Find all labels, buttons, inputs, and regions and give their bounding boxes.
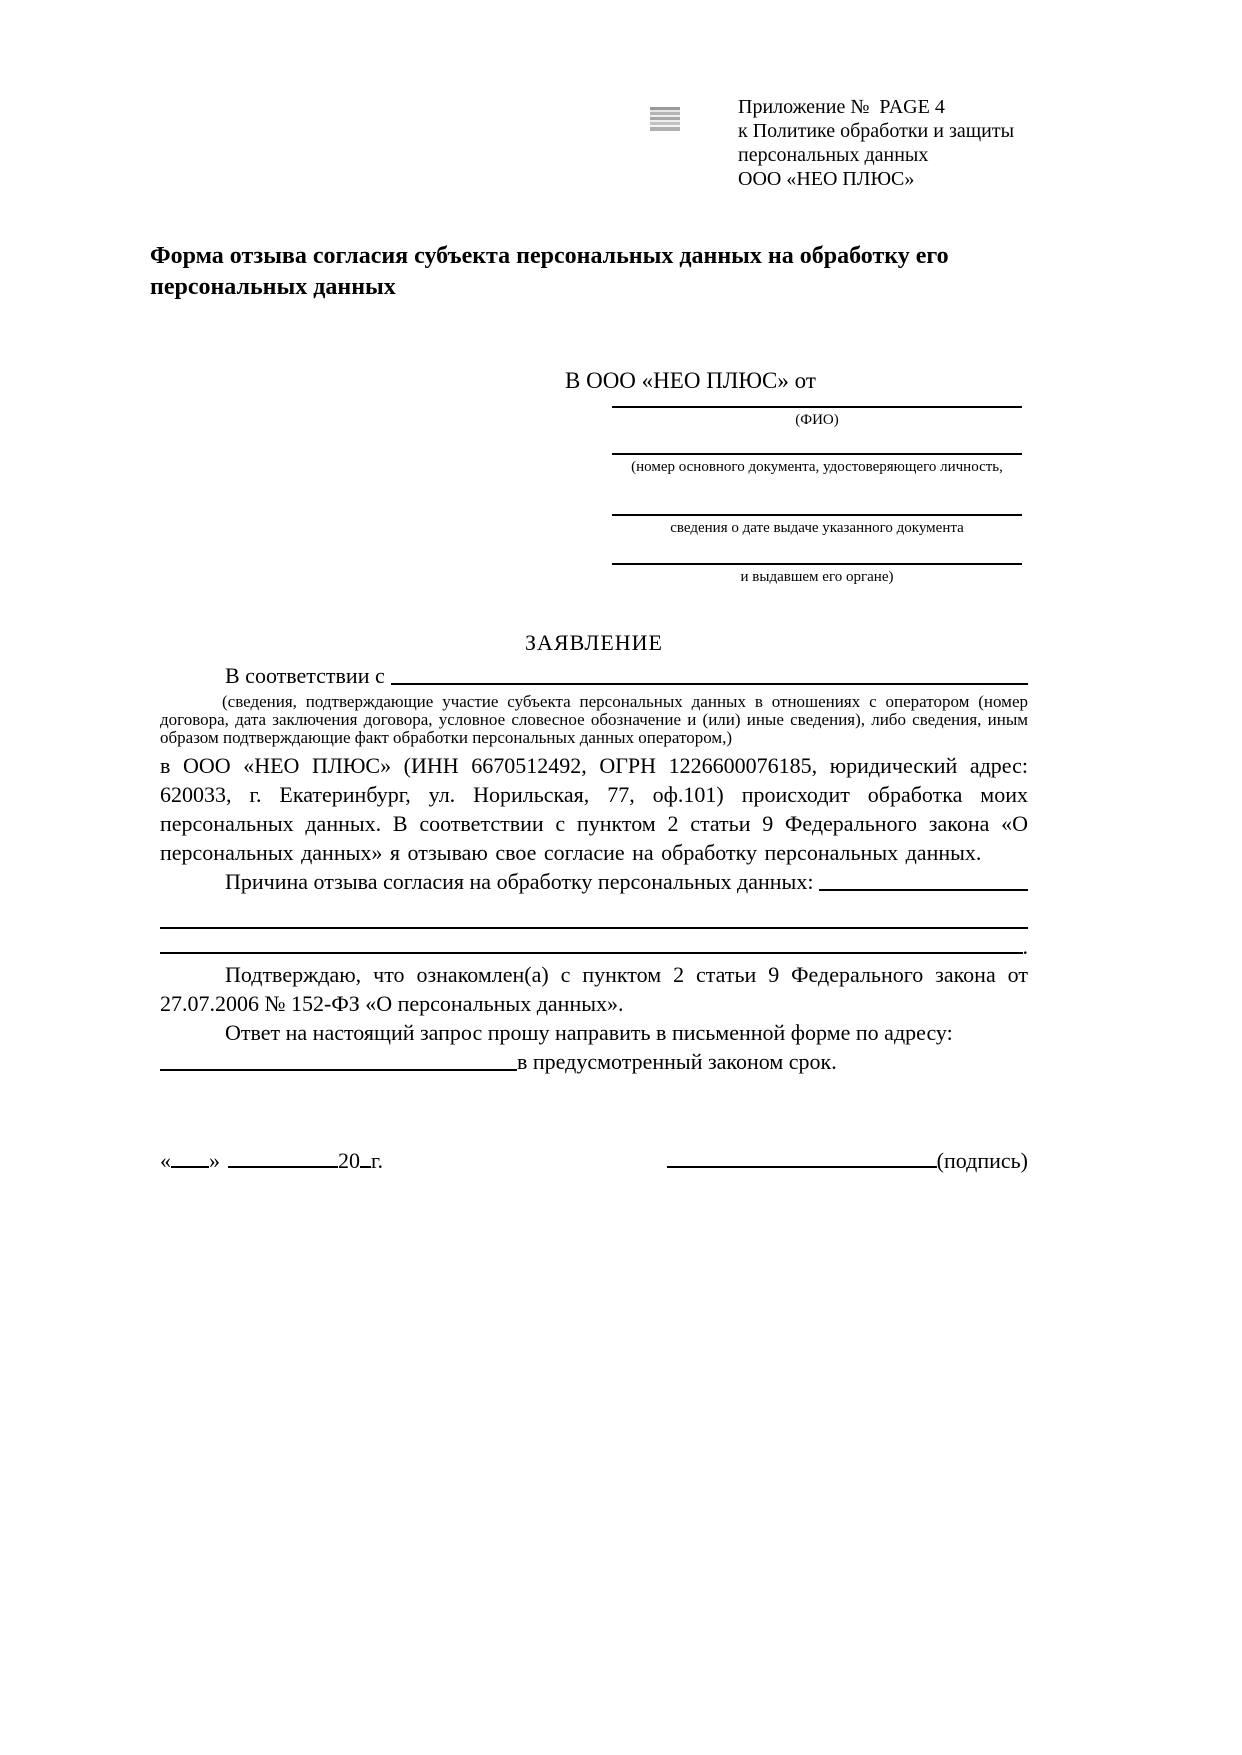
issuing-authority-caption: и выдавшем его органе) (740, 569, 894, 585)
intro-prefix: В соответствии с (225, 663, 385, 688)
day-blank (171, 1146, 209, 1168)
reason-row (160, 867, 1028, 896)
document-title: Форма отзыва согласия субъекта персональных данных на обработку его персональных данных (150, 243, 949, 300)
date-signature-row (160, 1146, 1028, 1175)
document-number-caption: (номер основного документа, удостоверяющего личность, (631, 459, 1003, 475)
issue-date-blank-line (612, 476, 1022, 516)
quote-open: « (160, 1148, 171, 1173)
confirmation-paragraph: Подтверждаю, что ознакомлен(а) с пунктом 2 статьи 9 Федерального закона от 27.07.2006 № 152-ФЗ «О персональных данных». (160, 962, 1028, 1016)
reason-prefix: Причина отзыва согласия на обработку персональных данных: (225, 869, 814, 894)
statement-body: в ООО «НЕО ПЛЮС» (ИНН 6670512492, ОГРН 1226600076185, юридический адрес: 620033, г. Екатеринбург, ул. Норильская, 77, оф.101) происходит обработка моих персональных данных. В соответствии с пунктом 2 статьи 9 Федерального закона «О персональных данных» я отзываю свое согласие на обработку персональных данных. (160, 753, 1028, 865)
appendix-header-line: Приложение № PAGE 4 (738, 96, 945, 118)
appendix-header-line: к Политике обработки и защиты (738, 120, 1015, 142)
month-blank (228, 1146, 338, 1168)
reason-blank-line (160, 929, 1023, 954)
quote-close: » (209, 1148, 220, 1173)
issue-date-caption: сведения о дате выдаче указанного документа (670, 520, 964, 536)
appendix-header-line: персональных данных (738, 144, 929, 166)
date-group (160, 1146, 383, 1175)
document-number-field (612, 429, 1022, 476)
address-blank-line (160, 1047, 517, 1071)
reason-continuation-line-2 (160, 929, 1028, 957)
intro-blank-line (391, 662, 1028, 685)
issue-date-field (612, 476, 1022, 537)
appendix-header-line: ООО «НЕО ПЛЮС» (738, 168, 915, 190)
addressee-line: В ООО «НЕО ПЛЮС» от (565, 368, 816, 393)
fio-field (612, 394, 1022, 429)
issuing-authority-blank-line (612, 537, 1022, 565)
page-content (150, 0, 1028, 1175)
signature-blank-line (667, 1146, 937, 1168)
reply-tail: в предусмотренный законом срок. (517, 1049, 837, 1074)
appendix-header (160, 95, 1028, 191)
footnote-text: (сведения, подтверждающие участие субъекта персональных данных в отношениях с оператором (номер договора, дата заключения договора, условное словесное обозначение и (или) иные сведения), либо сведения, иным образом подтверждающие факт обработки персональных данных оператором,) (160, 692, 1028, 747)
year-suffix: г. (371, 1148, 384, 1173)
reply-address-row (160, 1047, 1028, 1076)
year-prefix: 20 (338, 1148, 360, 1173)
document-number-blank-line (612, 429, 1022, 455)
fio-blank-line (612, 394, 1022, 408)
intro-row (160, 662, 1028, 690)
issuing-authority-field (612, 537, 1022, 586)
signature-group (667, 1146, 1028, 1175)
year-blank (360, 1146, 371, 1168)
line-terminator: . (1022, 934, 1028, 959)
reason-blank-line (819, 867, 1028, 891)
statement-heading: ЗАЯВЛЕНИЕ (525, 630, 663, 655)
reply-request-line: Ответ на настоящий запрос прошу направить в письменной форме по адресу: (225, 1020, 953, 1045)
fio-caption: (ФИО) (795, 412, 839, 428)
signature-caption: (подпись) (936, 1148, 1028, 1173)
reason-continuation-line-1 (160, 896, 1028, 929)
